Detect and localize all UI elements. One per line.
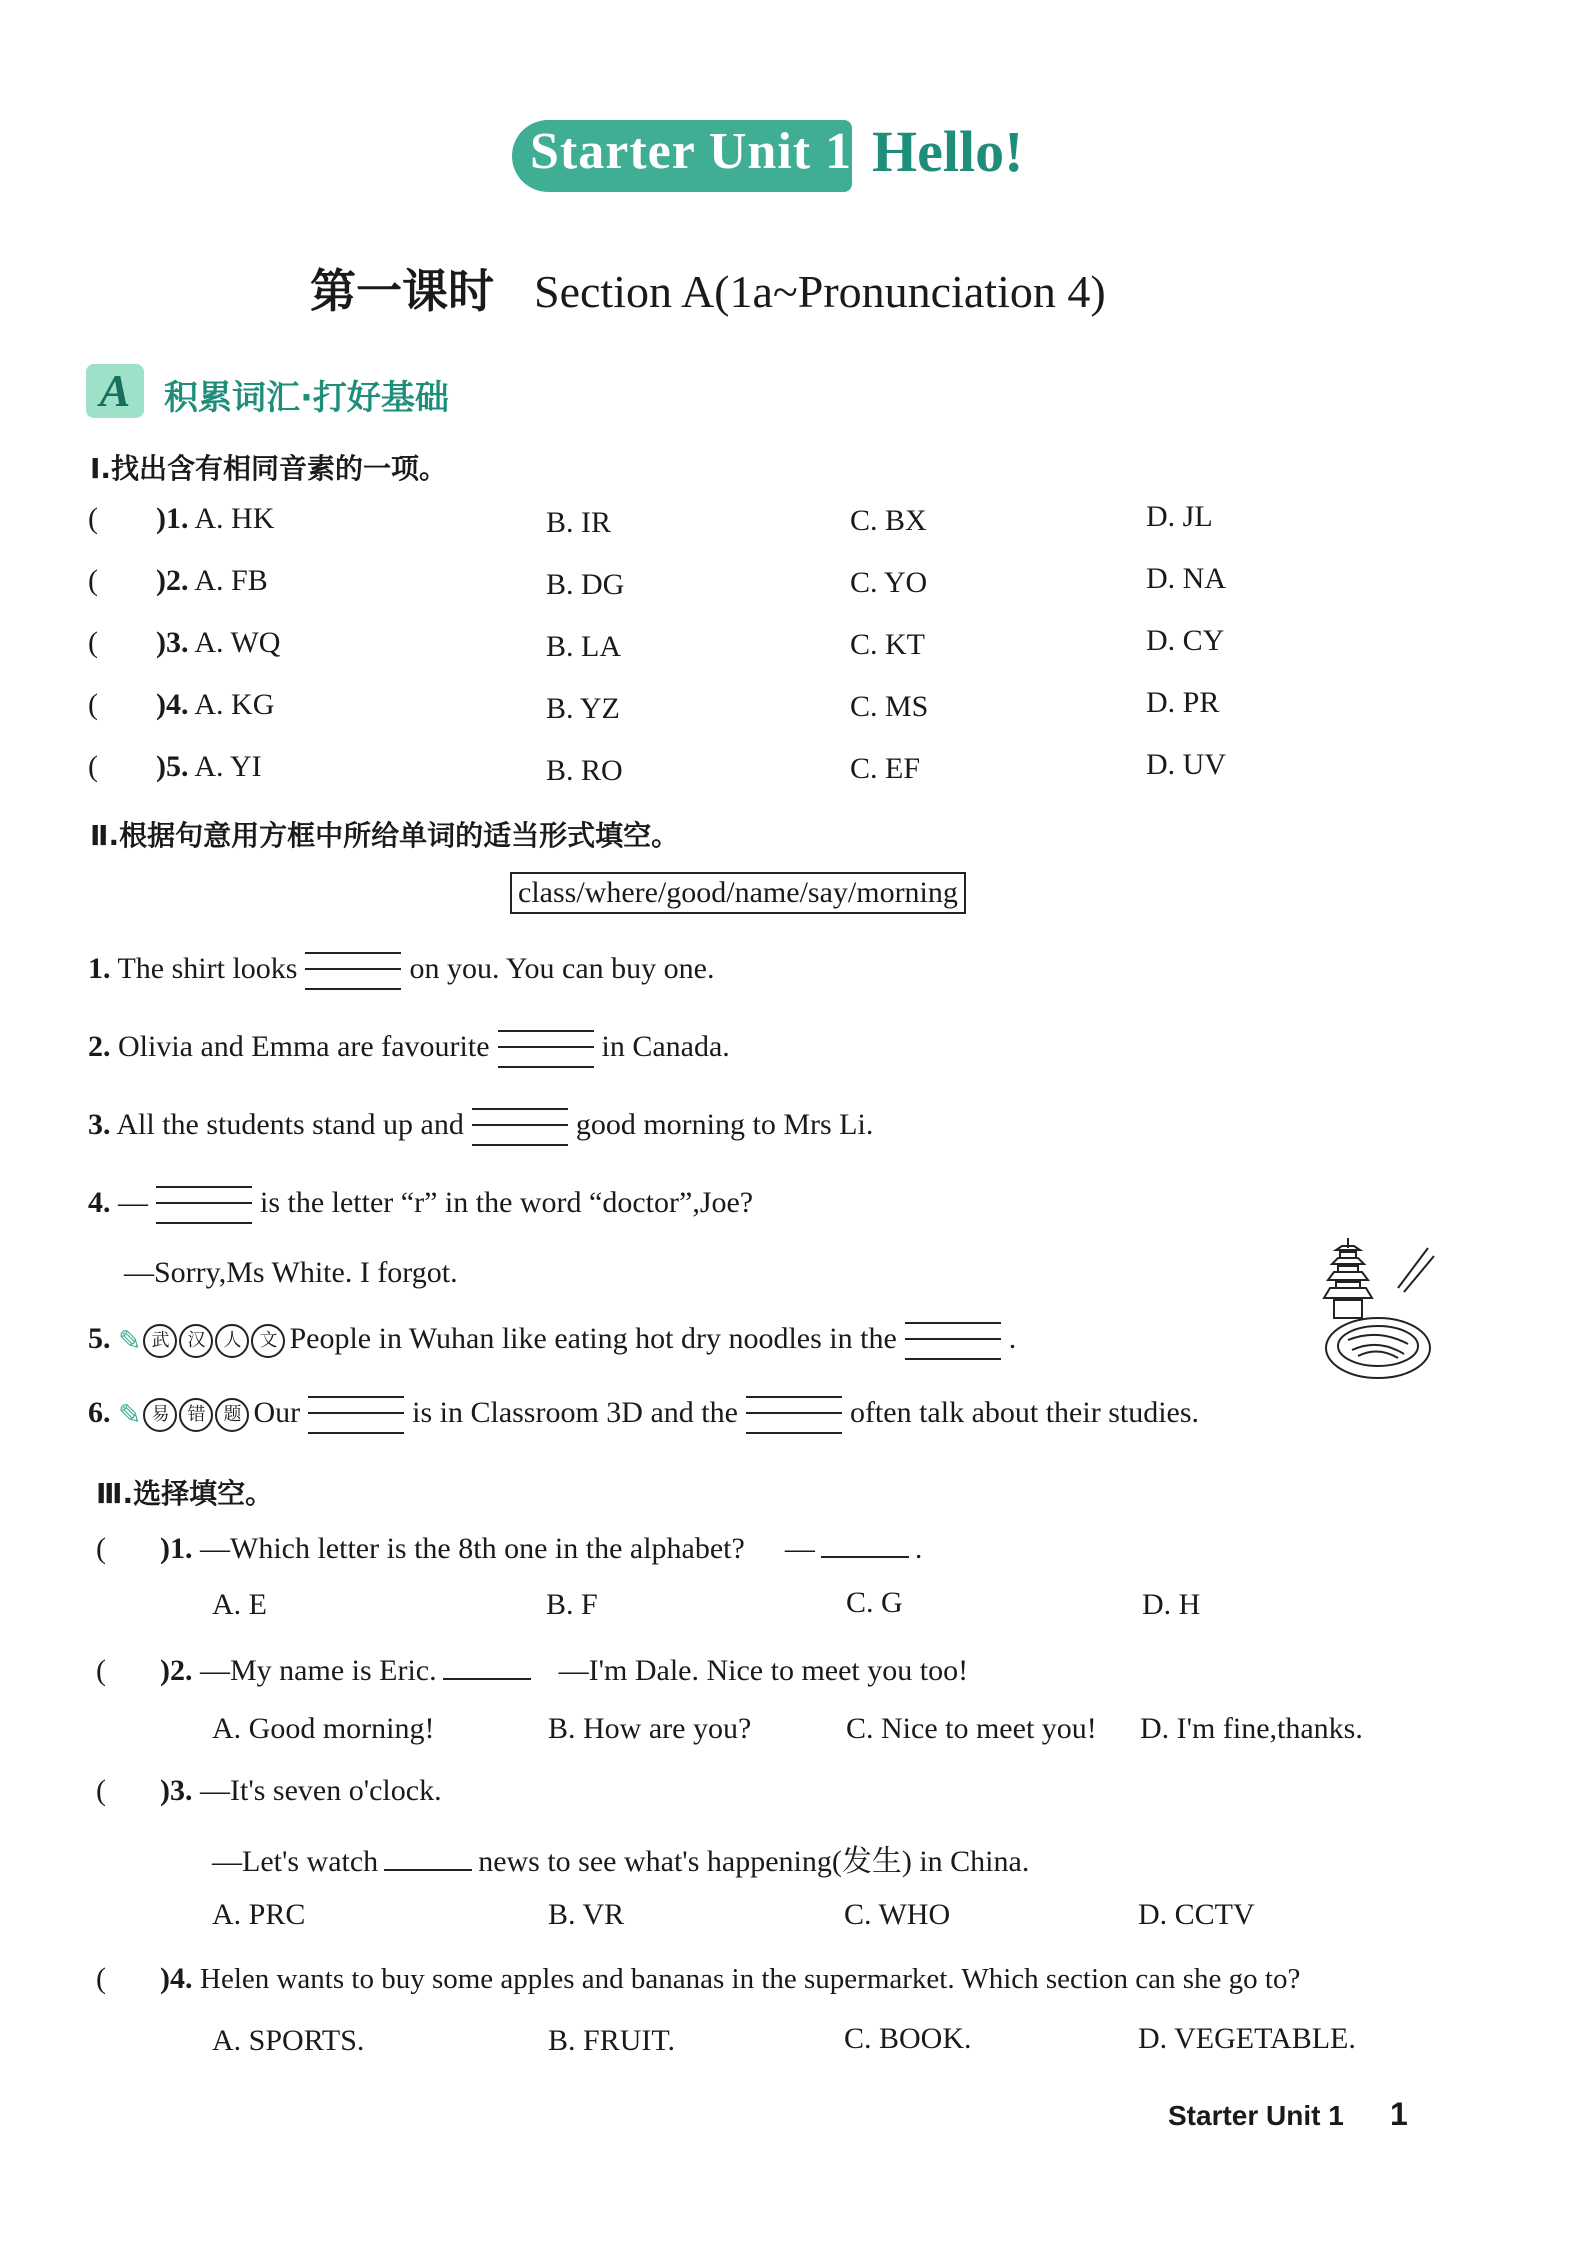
- option-d: D. CCTV: [1138, 1898, 1255, 1931]
- answer-blank[interactable]: [498, 1030, 594, 1068]
- item-number: 3.: [88, 1108, 111, 1141]
- option-c: C. Nice to meet you!: [846, 1712, 1097, 1745]
- question-text: —Which letter is the 8th one in the alphabet?: [200, 1532, 745, 1565]
- sentence-text: is in Classroom 3D and the: [412, 1396, 738, 1429]
- footer-unit: Starter Unit 1: [1168, 2100, 1344, 2131]
- question-4: [96, 1962, 1566, 1996]
- option-b: B. LA: [546, 630, 621, 663]
- sentence-text: Olivia and Emma are favourite: [118, 1030, 490, 1063]
- word-box: class/where/good/name/say/morning: [510, 872, 966, 914]
- answer-blank[interactable]: [308, 1396, 404, 1434]
- part1-item: [88, 564, 268, 598]
- question-text: Helen wants to buy some apples and bananas in the supermarket. Which section can she go to?: [200, 1963, 1301, 1995]
- section-title: 积累词汇·打好基础: [164, 378, 449, 418]
- answer-paren[interactable]: (: [88, 688, 98, 721]
- sentence-text: Our: [253, 1396, 301, 1429]
- page-number: 1: [1390, 2096, 1408, 2132]
- item-number: )3.: [156, 626, 189, 659]
- sentence-3: [88, 1108, 873, 1146]
- tag-char: 题: [215, 1398, 249, 1432]
- item-number: 4.: [88, 1186, 111, 1219]
- answer-paren[interactable]: (: [96, 1532, 106, 1565]
- option-a: A. PRC: [212, 1898, 306, 1931]
- sentence-text: often talk about their studies.: [849, 1396, 1200, 1429]
- option-b: B. F: [546, 1588, 598, 1621]
- item-number: 2.: [88, 1030, 111, 1063]
- answer-blank[interactable]: [905, 1322, 1001, 1360]
- option-a: A. SPORTS.: [212, 2024, 365, 2057]
- option-d: D. H: [1142, 1588, 1201, 1621]
- topic-tag-wuhan: [118, 1324, 285, 1358]
- answer-paren[interactable]: (: [96, 1962, 106, 1995]
- part1-item: [88, 626, 280, 660]
- item-number: )4.: [156, 688, 189, 721]
- tag-char: 汉: [179, 1324, 213, 1358]
- pagoda-noodles-illustration: [1318, 1228, 1438, 1388]
- item-number: )3.: [160, 1774, 193, 1807]
- sentence-text: in Canada.: [601, 1030, 730, 1063]
- unit-title: Hello!: [872, 119, 1024, 184]
- tag-char: 错: [179, 1398, 213, 1432]
- option-d: D. CY: [1146, 624, 1225, 657]
- option-d: D. JL: [1146, 500, 1213, 533]
- option-c: C. KT: [850, 628, 925, 661]
- answer-paren[interactable]: (: [96, 1774, 106, 1807]
- answer-blank[interactable]: [156, 1186, 252, 1224]
- sentence-text: good morning to Mrs Li.: [575, 1108, 874, 1141]
- answer-blank[interactable]: [443, 1650, 531, 1680]
- option-b: B. VR: [548, 1898, 625, 1931]
- sentence-text: People in Wuhan like eating hot dry noodles in the: [289, 1322, 897, 1355]
- option-b: B. IR: [546, 506, 612, 539]
- item-number: )1.: [156, 502, 189, 535]
- part3-heading: Ⅲ.选择填空。: [96, 1477, 274, 1510]
- item-number: )4.: [160, 1962, 193, 1995]
- question-3-line2: [212, 1836, 1029, 1880]
- option-a: A. WQ: [194, 626, 281, 659]
- sentence-text: on you. You can buy one.: [409, 952, 715, 985]
- option-c: C. BX: [850, 504, 927, 537]
- part1-item: [88, 502, 274, 536]
- sentence-6: [88, 1396, 1199, 1434]
- lesson-en: Section A(1a~Pronunciation 4): [534, 266, 1106, 317]
- option-c: C. G: [846, 1586, 903, 1619]
- question-3: [96, 1774, 442, 1808]
- unit-label: Starter Unit 1: [530, 123, 853, 180]
- tag-char: 易: [143, 1398, 177, 1432]
- option-a: A. YI: [194, 750, 262, 783]
- question-text: —It's seven o'clock.: [200, 1774, 442, 1807]
- option-b: B. FRUIT.: [548, 2024, 675, 2057]
- question-1: [96, 1528, 922, 1566]
- option-d: D. UV: [1146, 748, 1226, 781]
- option-c: C. EF: [850, 752, 921, 785]
- sentence-text: .: [1008, 1322, 1017, 1355]
- option-a: A. FB: [194, 564, 268, 597]
- question-text: —Let's watch: [212, 1845, 379, 1878]
- pen-icon: ✎: [118, 1326, 142, 1358]
- item-number: )2.: [156, 564, 189, 597]
- sentence-text: is the letter “r” in the word “doctor”,Joe?: [260, 1186, 754, 1219]
- answer-paren[interactable]: (: [88, 564, 98, 597]
- answer-paren[interactable]: (: [96, 1654, 106, 1687]
- item-number: )1.: [160, 1532, 193, 1565]
- answer-blank[interactable]: [305, 952, 401, 990]
- item-number: )5.: [156, 750, 189, 783]
- answer-blank[interactable]: [821, 1528, 909, 1558]
- answer-blank[interactable]: [472, 1108, 568, 1146]
- option-b: B. How are you?: [548, 1712, 752, 1745]
- option-b: B. DG: [546, 568, 625, 601]
- item-number: )2.: [160, 1654, 193, 1687]
- topic-tag-error-prone: [118, 1398, 249, 1432]
- question-text: news to see what's happening(发生) in China.: [478, 1845, 1030, 1878]
- sentence-4-reply: —Sorry,Ms White. I forgot.: [124, 1256, 458, 1289]
- period: .: [914, 1532, 923, 1565]
- item-number: 6.: [88, 1396, 111, 1429]
- part2-heading: Ⅱ.根据句意用方框中所给单词的适当形式填空。: [90, 819, 680, 852]
- part1-item: [88, 750, 262, 784]
- section-letter: A: [86, 364, 144, 418]
- answer-paren[interactable]: (: [88, 750, 98, 783]
- part1-heading: Ⅰ.找出含有相同音素的一项。: [90, 452, 448, 485]
- pen-icon: ✎: [118, 1400, 142, 1432]
- option-d: D. I'm fine,thanks.: [1140, 1712, 1363, 1745]
- dash: —: [784, 1532, 815, 1565]
- answer-blank[interactable]: [746, 1396, 842, 1434]
- item-number: 1.: [88, 952, 111, 985]
- part1-item: [88, 688, 274, 722]
- option-c: C. YO: [850, 566, 928, 599]
- option-c: C. BOOK.: [844, 2022, 972, 2055]
- option-d: D. NA: [1146, 562, 1226, 595]
- sentence-1: [88, 952, 714, 990]
- option-d: D. PR: [1146, 686, 1220, 719]
- tag-char: 武: [143, 1324, 177, 1358]
- sentence-text: All the students stand up and: [116, 1108, 464, 1141]
- option-a: A. HK: [194, 502, 275, 535]
- question-text: —My name is Eric.: [200, 1654, 437, 1687]
- answer-paren[interactable]: (: [88, 502, 98, 535]
- lesson-heading: [310, 255, 1106, 321]
- sentence-text: The shirt looks: [117, 952, 298, 985]
- option-a: A. Good morning!: [212, 1712, 435, 1745]
- tag-char: 文: [251, 1324, 285, 1358]
- sentence-5: [88, 1322, 1016, 1360]
- dash: —: [118, 1186, 148, 1219]
- reply-text: —I'm Dale. Nice to meet you too!: [558, 1654, 969, 1687]
- answer-paren[interactable]: (: [88, 626, 98, 659]
- option-c: C. WHO: [844, 1898, 951, 1931]
- answer-blank[interactable]: [384, 1841, 472, 1871]
- option-b: B. RO: [546, 754, 623, 787]
- option-b: B. YZ: [546, 692, 620, 725]
- item-number: 5.: [88, 1322, 111, 1355]
- option-a: A. KG: [194, 688, 275, 721]
- tag-char: 人: [215, 1324, 249, 1358]
- option-c: C. MS: [850, 690, 929, 723]
- option-a: A. E: [212, 1588, 267, 1621]
- lesson-cn: 第一课时: [310, 264, 494, 318]
- sentence-4: [88, 1186, 753, 1224]
- question-2: [96, 1650, 968, 1688]
- sentence-2: [88, 1030, 730, 1068]
- option-d: D. VEGETABLE.: [1138, 2022, 1356, 2055]
